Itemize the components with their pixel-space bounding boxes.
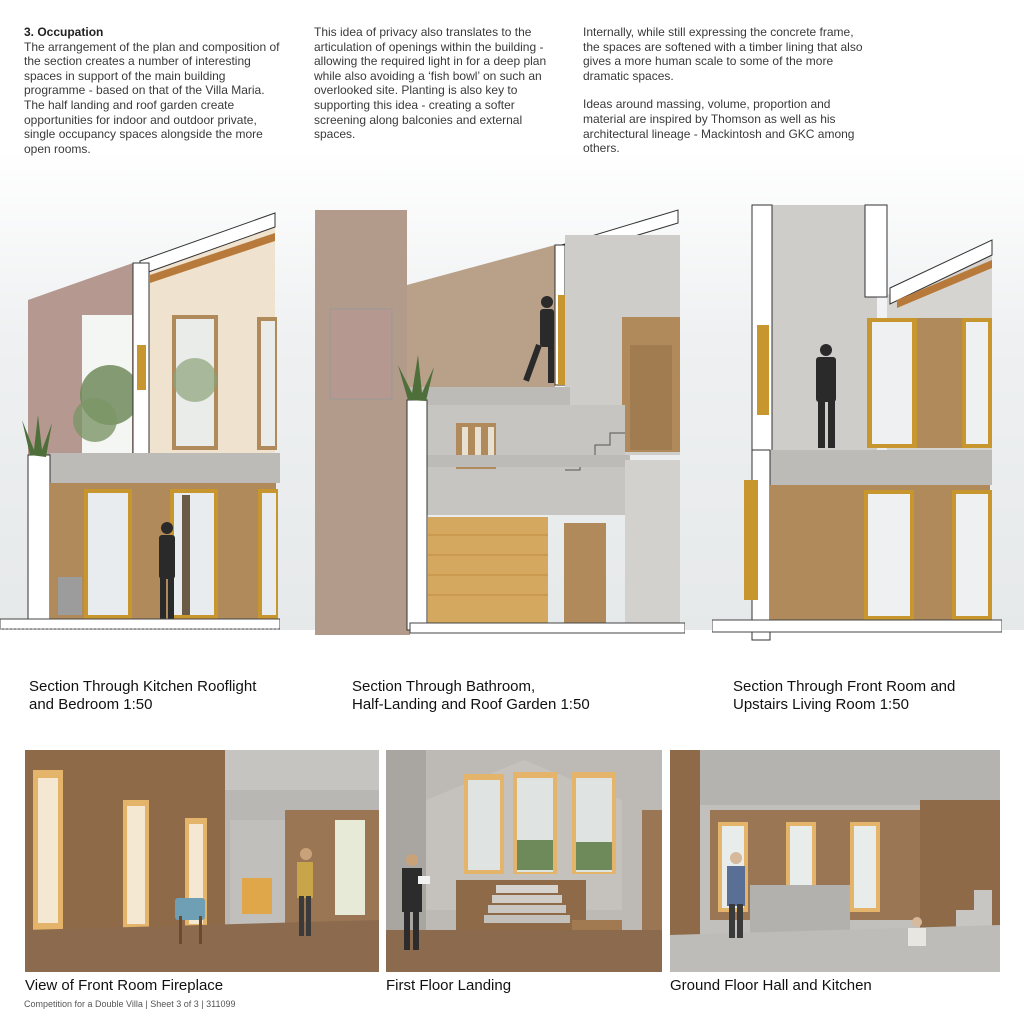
intro-column-1: [24, 25, 284, 170]
caption-line: and Bedroom 1:50: [29, 696, 153, 713]
section-heading: 3. Occupation: [24, 25, 104, 39]
view-caption-1: View of Front Room Fireplace: [25, 977, 224, 994]
caption-line: Section Through Kitchen Rooflight: [29, 678, 257, 695]
section-drawing-kitchen: [0, 205, 280, 645]
intro-paragraph-1: The arrangement of the plan and composition of the section creates a number of interesting spaces in support of the main building programme - based on that of the Villa Maria. The half landing and roof garden create opportunities for indoor and outdoor private, single occupancy spaces alongside the more open rooms.: [24, 39, 280, 156]
view-caption-3: Ground Floor Hall and Kitchen: [670, 977, 872, 994]
view-caption-2: First Floor Landing: [386, 977, 512, 994]
view-first-floor-landing: [386, 750, 662, 972]
section-caption-3: [733, 678, 955, 714]
sheet-footer: Competition for a Double Villa | Sheet 3 of 3 | 311099: [24, 999, 236, 1009]
intro-paragraph-4: Ideas around massing, volume, proportion and material are inspired by Thomson as well as his architectural lineage - Mackintosh and GKC among others.: [583, 97, 855, 156]
caption-line: Upstairs Living Room 1:50: [733, 696, 909, 713]
section-caption-2: [352, 678, 590, 714]
section-drawing-bathroom: [300, 205, 685, 645]
view-ground-floor-hall-kitchen: [670, 750, 1000, 972]
intro-paragraph-2: This idea of privacy also translates to the articulation of openings within the building - allowing the required light in for a deep plan while also avoiding a ‘fish bowl’ on such an overlooked site. Planting is also key to supporting this idea - creating a softer screening along balconies and external spaces.: [314, 25, 547, 142]
caption-line: Half-Landing and Roof Garden 1:50: [352, 696, 590, 713]
caption-line: Section Through Bathroom,: [352, 678, 536, 695]
intro-column-2: [314, 25, 554, 156]
caption-line: Section Through Front Room and: [733, 678, 956, 695]
intro-paragraph-3: Internally, while still expressing the concrete frame, the spaces are softened with a timber lining that also gives a more human scale to some of the more dramatic spaces.: [583, 25, 863, 83]
section-drawing-front-room: [712, 200, 1002, 645]
section-caption-1: [29, 678, 256, 714]
intro-column-3: [583, 25, 873, 170]
view-front-room-fireplace: [25, 750, 379, 972]
